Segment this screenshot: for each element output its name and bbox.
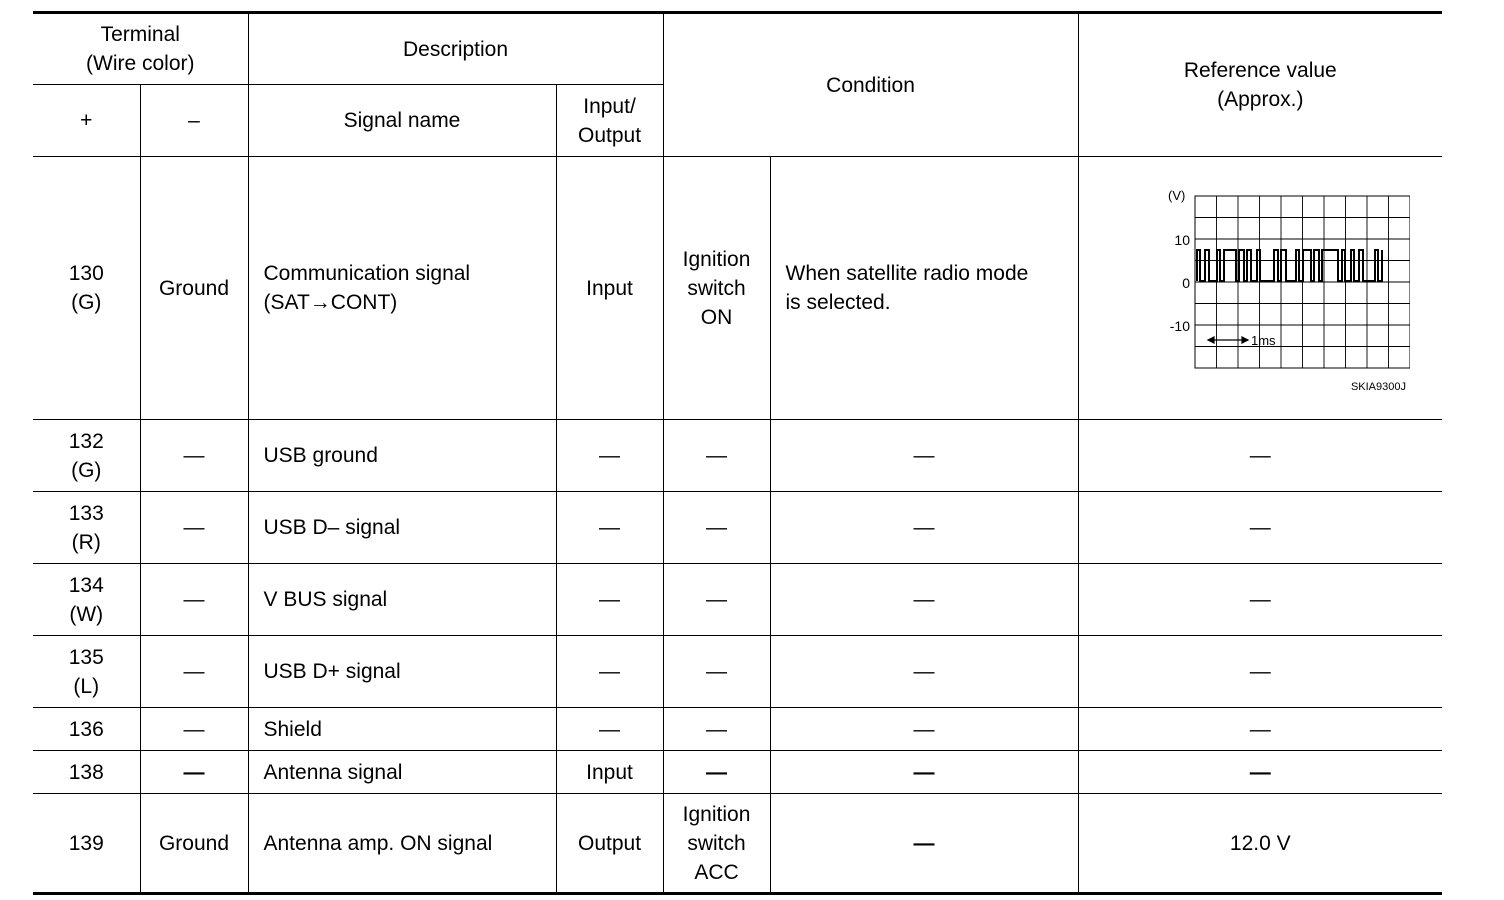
condition-switch: Ignition switch ON bbox=[663, 157, 770, 420]
input-output: Input bbox=[556, 157, 663, 420]
reference-value: 12.0 V bbox=[1078, 794, 1442, 894]
signal-name: USB D– signal bbox=[248, 492, 556, 564]
terminal-plus: 134 (W) bbox=[33, 564, 140, 636]
input-output: — bbox=[556, 492, 663, 564]
header-description: Description bbox=[248, 13, 663, 85]
terminal-minus: — bbox=[140, 708, 248, 751]
condition-detail: — bbox=[770, 751, 1078, 794]
input-output: — bbox=[556, 708, 663, 751]
header-input-output: Input/ Output bbox=[556, 85, 663, 157]
condition-detail: — bbox=[770, 492, 1078, 564]
reference-value: — bbox=[1078, 636, 1442, 708]
signal-name: Antenna amp. ON signal bbox=[248, 794, 556, 894]
terminal-minus: — bbox=[140, 492, 248, 564]
table-row bbox=[33, 636, 1442, 708]
time-scale-marker bbox=[1208, 337, 1248, 343]
condition-switch: — bbox=[663, 564, 770, 636]
input-output: Input bbox=[556, 751, 663, 794]
condition-detail: — bbox=[770, 420, 1078, 492]
figure-code: SKIA9300J bbox=[1351, 381, 1407, 393]
terminal-plus: 133 (R) bbox=[33, 492, 140, 564]
table-row bbox=[33, 157, 1442, 420]
reference-value: — bbox=[1078, 708, 1442, 751]
header-signal-name: Signal name bbox=[248, 85, 556, 157]
waveform-y-label-minus10: -10 bbox=[1170, 318, 1191, 334]
terminal-minus: — bbox=[140, 564, 248, 636]
table-row bbox=[33, 492, 1442, 564]
terminal-plus: 135 (L) bbox=[33, 636, 140, 708]
reference-value: — bbox=[1078, 420, 1442, 492]
signal-name: Antenna signal bbox=[248, 751, 556, 794]
input-output: — bbox=[556, 564, 663, 636]
terminal-spec-table bbox=[33, 11, 1442, 895]
input-output: — bbox=[556, 420, 663, 492]
condition-switch: Ignition switch ACC bbox=[663, 794, 770, 894]
reference-value: — bbox=[1078, 492, 1442, 564]
waveform-unit-label: (V) bbox=[1168, 188, 1186, 203]
waveform-figure bbox=[1110, 178, 1410, 398]
input-output: — bbox=[556, 636, 663, 708]
table-row bbox=[33, 420, 1442, 492]
condition-detail: — bbox=[770, 564, 1078, 636]
signal-name: Shield bbox=[248, 708, 556, 751]
condition-detail: When satellite radio mode is selected. bbox=[770, 157, 1078, 420]
terminal-plus: 138 bbox=[33, 751, 140, 794]
condition-detail: — bbox=[770, 708, 1078, 751]
signal-name: USB D+ signal bbox=[248, 636, 556, 708]
terminal-plus: 136 bbox=[33, 708, 140, 751]
header-minus: – bbox=[140, 85, 248, 157]
waveform-y-label-10: 10 bbox=[1174, 232, 1191, 248]
condition-detail: — bbox=[770, 794, 1078, 894]
condition-switch: — bbox=[663, 636, 770, 708]
header-reference: Reference value (Approx.) bbox=[1078, 13, 1442, 157]
reference-value: — bbox=[1078, 751, 1442, 794]
waveform-time-label: 1ms bbox=[1251, 333, 1276, 348]
reference-value: — bbox=[1078, 564, 1442, 636]
terminal-minus: — bbox=[140, 636, 248, 708]
header-terminal: Terminal (Wire color) bbox=[33, 13, 248, 85]
input-output: Output bbox=[556, 794, 663, 894]
header-condition: Condition bbox=[663, 13, 1078, 157]
terminal-minus: — bbox=[140, 420, 248, 492]
signal-name: Communication signal (SAT→CONT) bbox=[248, 157, 556, 420]
terminal-plus: 139 bbox=[33, 794, 140, 894]
reference-waveform bbox=[1078, 157, 1442, 420]
condition-switch: — bbox=[663, 708, 770, 751]
waveform-y-label-0: 0 bbox=[1182, 275, 1191, 291]
terminal-minus: — bbox=[140, 751, 248, 794]
condition-switch: — bbox=[663, 420, 770, 492]
signal-name: V BUS signal bbox=[248, 564, 556, 636]
signal-name: USB ground bbox=[248, 420, 556, 492]
condition-detail: — bbox=[770, 636, 1078, 708]
table-row bbox=[33, 751, 1442, 794]
table-row bbox=[33, 708, 1442, 751]
terminal-plus: 132 (G) bbox=[33, 420, 140, 492]
terminal-minus: Ground bbox=[140, 157, 248, 420]
waveform-trace bbox=[1197, 250, 1382, 281]
header-plus: + bbox=[33, 85, 140, 157]
condition-switch: — bbox=[663, 751, 770, 794]
table-row bbox=[33, 794, 1442, 894]
terminal-plus: 130 (G) bbox=[33, 157, 140, 420]
terminal-minus: Ground bbox=[140, 794, 248, 894]
table-row bbox=[33, 564, 1442, 636]
condition-switch: — bbox=[663, 492, 770, 564]
